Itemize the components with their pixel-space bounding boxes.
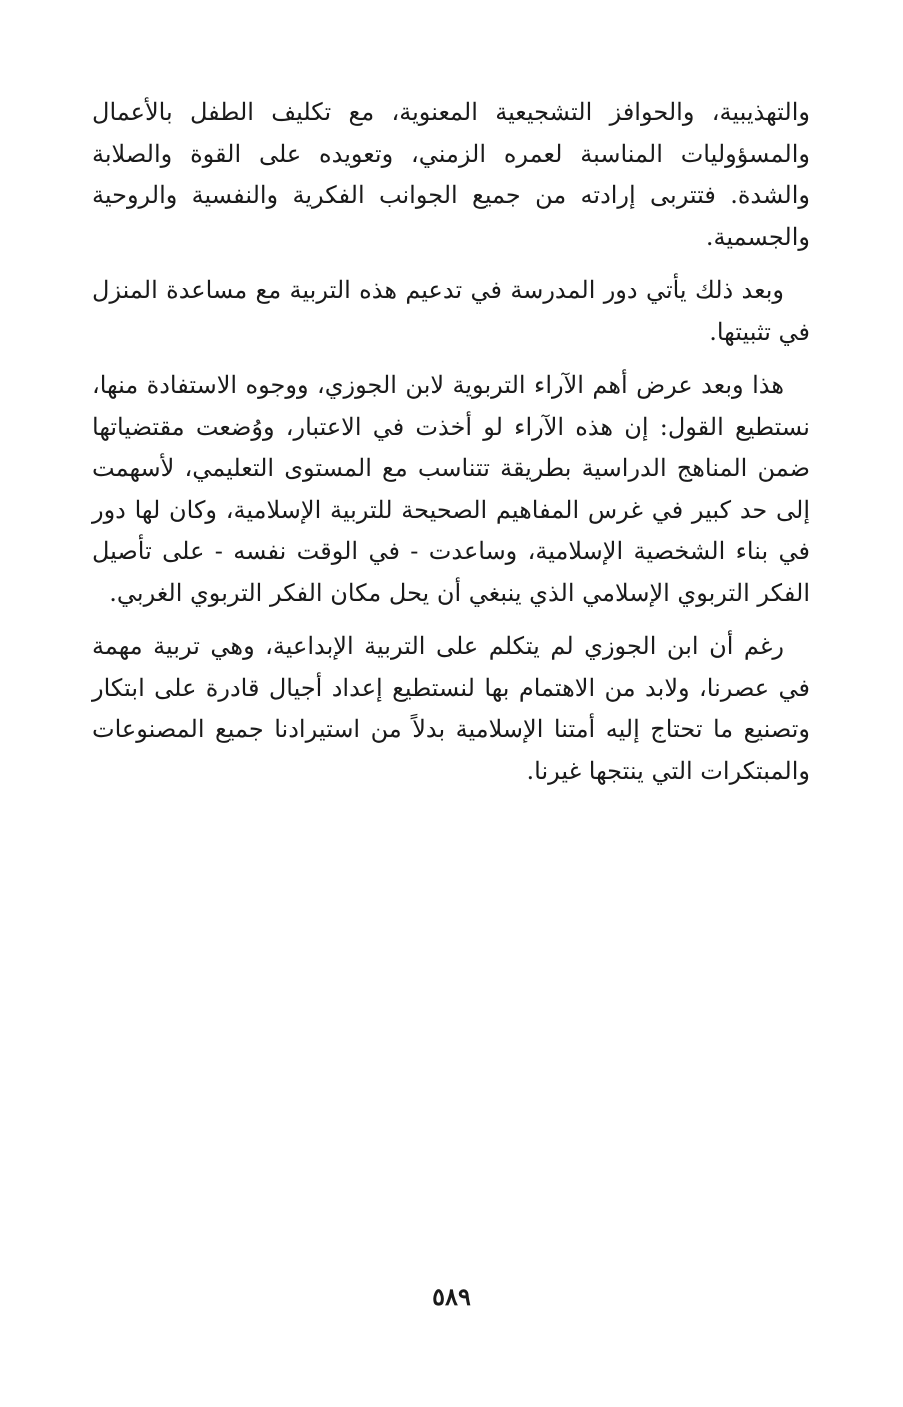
paragraph-conclusion: هذا وبعد عرض أهم الآراء التربوية لابن الجوزي، ووجوه الاستفادة منها، نستطيع القول: إن هذه الآراء لو أخذت في الاعتبار، ووُضعت مقتضياتها ضمن المناهج الدراسية بطريقة تتناسب مع المستوى التعليمي، لأسهمت إلى حد كبير في غرس المفاهيم الصحيحة للتربية الإسلامية، وكان لها دور في بناء الشخصية الإسلامية، وساعدت - في الوقت نفسه - على تأصيل الفكر التربوي الإسلامي الذي ينبغي أن يحل مكان الفكر التربوي الغربي.: [92, 371, 810, 607]
paragraph-school-role: وبعد ذلك يأتي دور المدرسة في تدعيم هذه التربية مع مساعدة المنزل في تثبيتها.: [92, 276, 810, 346]
paragraph-creative-education: رغم أن ابن الجوزي لم يتكلم على التربية الإبداعية، وهي تربية مهمة في عصرنا، ولابد من الاهتمام بها لنستطيع إعداد أجيال قادرة على ابتكار وتصنيع ما تحتاج إليه أمتنا الإسلامية بدلاً من استيرادنا جميع المصنوعات والمبتكرات التي ينتجها غيرنا.: [92, 632, 810, 785]
paragraph-continuation: والتهذيبية، والحوافز التشجيعية المعنوية، مع تكليف الطفل بالأعمال والمسؤوليات المناسبة لعمره الزمني، وتعويده على القوة والصلابة والشدة. فتتربى إرادته من جميع الجوانب الفكرية والنفسية والروحية والجسمية.: [92, 98, 810, 251]
body-text: [92, 92, 810, 804]
page-number: ٥٨٩: [432, 1282, 471, 1311]
